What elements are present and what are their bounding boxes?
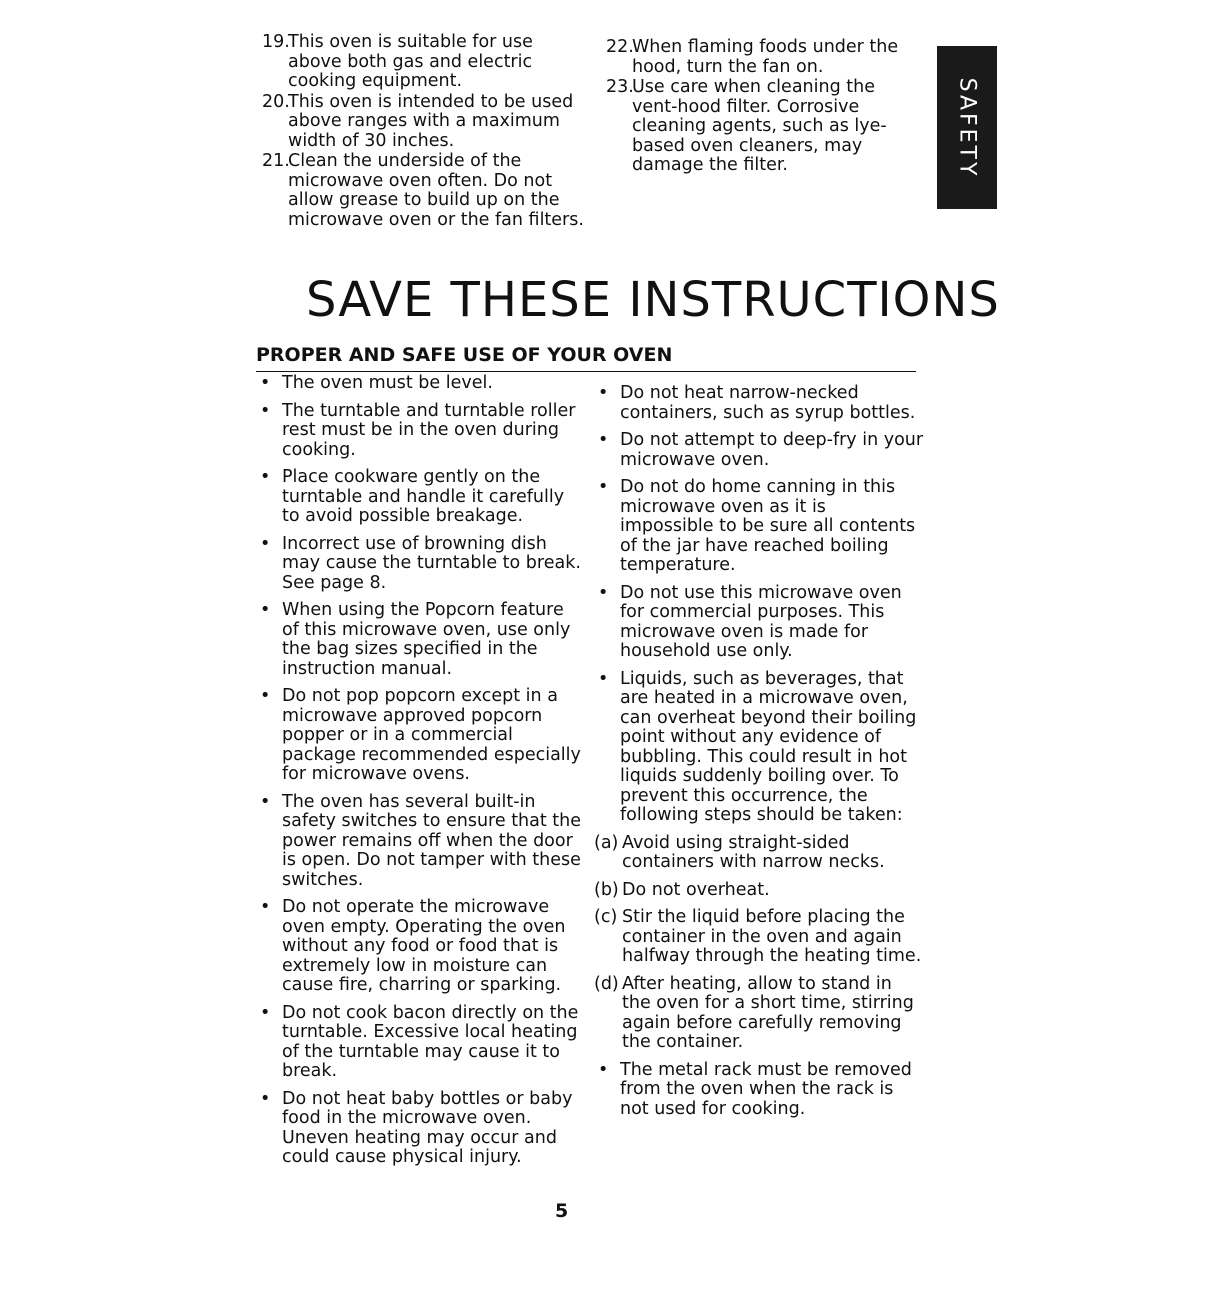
bullet-glyph: • xyxy=(598,582,609,603)
list-item-text: The oven must be level. xyxy=(282,373,493,393)
bullet-glyph: • xyxy=(260,1088,271,1109)
bullet-glyph: • xyxy=(598,383,609,403)
list-item-text: Do not do home canning in this microwave oven as it is impossible to be sure all contents of the jar have reached boiling temperature. xyxy=(620,477,916,575)
sub-list-item xyxy=(594,908,924,967)
list-item xyxy=(594,584,924,662)
item-text: This oven is suitable for use above both gas and electric cooking equipment. xyxy=(288,32,533,91)
list-item xyxy=(256,793,586,891)
list-item xyxy=(256,535,586,594)
right-bullet-column xyxy=(594,384,924,1127)
bullet-glyph: • xyxy=(598,430,609,450)
list-item xyxy=(594,670,924,826)
sub-item-text: After heating, allow to stand in the oven for a short time, stirring again before carefully removing the container. xyxy=(622,973,914,1052)
item-text: Clean the underside of the microwave oven often. Do not allow grease to build up on the microwave oven or the fan filters. xyxy=(288,151,584,230)
list-item-text: Do not heat narrow-necked containers, such as syrup bottles. xyxy=(620,383,916,423)
item-number: 21. xyxy=(262,151,290,171)
safety-tab-label: SAFETY xyxy=(954,77,980,178)
list-item xyxy=(256,601,586,679)
bullet-glyph: • xyxy=(260,1002,271,1023)
bullet-glyph: • xyxy=(598,1059,609,1080)
list-item-text: Liquids, such as beverages, that are heated in a microwave oven, can overheat beyond their boiling point without any evidence of bubbling. This could result in hot liquids suddenly boiling over. To prevent this occurrence, the following steps should be taken: xyxy=(620,668,917,825)
list-item-text: Do not attempt to deep-fry in your microwave oven. xyxy=(620,430,924,470)
bullet-glyph: • xyxy=(598,668,609,689)
bullet-glyph: • xyxy=(260,467,271,487)
list-item xyxy=(256,402,586,461)
list-item-text: The oven has several built-in safety switches to ensure that the power remains off when the door is open. Do not tamper with these switches. xyxy=(282,791,582,890)
numbered-item xyxy=(262,152,592,230)
numbered-item xyxy=(262,93,592,152)
list-item xyxy=(256,1004,586,1082)
bullet-glyph: • xyxy=(598,477,609,497)
sub-item-text: Stir the liquid before placing the container in the oven and again halfway through the heating time. xyxy=(622,907,922,966)
list-item xyxy=(256,468,586,527)
list-item xyxy=(256,898,586,996)
top-right-column xyxy=(606,38,924,177)
item-number: 23. xyxy=(606,77,634,97)
numbered-item xyxy=(606,38,924,77)
section-heading: PROPER AND SAFE USE OF YOUR OVEN xyxy=(256,344,673,366)
top-left-column xyxy=(262,33,592,231)
item-text: Use care when cleaning the vent-hood filter. Corrosive cleaning agents, such as lye-based oven cleaners, may damage the filter. xyxy=(632,77,887,175)
safety-section-tab xyxy=(937,46,997,209)
sub-list-item xyxy=(594,975,924,1053)
bullet-glyph: • xyxy=(260,897,271,917)
list-item-text: Do not operate the microwave oven empty. Operating the oven without any food or food that is extremely low in moisture can cause fire, charring or sparking. xyxy=(282,897,566,995)
item-text: When flaming foods under the hood, turn the fan on. xyxy=(632,37,899,77)
list-item-text: Incorrect use of browning dish may cause the turntable to break. See page 8. xyxy=(282,533,581,593)
list-item-text: Do not heat baby bottles or baby food in the microwave oven. Uneven heating may occur and could cause physical injury. xyxy=(282,1088,573,1167)
section-divider xyxy=(256,371,916,372)
list-item xyxy=(594,1061,924,1120)
list-item-text: Do not cook bacon directly on the turntable. Excessive local heating of the turntable may cause it to break. xyxy=(282,1002,579,1081)
list-item xyxy=(256,374,586,394)
list-item xyxy=(594,431,924,470)
item-number: 22. xyxy=(606,37,634,57)
bullet-glyph: • xyxy=(260,686,271,706)
list-item-text: Do not use this microwave oven for commercial purposes. This microwave oven is made for household use only. xyxy=(620,582,902,661)
item-number: 20. xyxy=(262,91,290,112)
sub-item-label: (a) xyxy=(594,832,619,853)
numbered-item xyxy=(262,33,592,92)
sub-item-text: Avoid using straight-sided containers with narrow necks. xyxy=(622,832,885,872)
list-item xyxy=(594,384,924,423)
bullet-glyph: • xyxy=(260,600,271,620)
sub-item-label: (d) xyxy=(594,973,619,994)
bullet-glyph: • xyxy=(260,791,271,812)
sub-list-item xyxy=(594,834,924,873)
item-text: This oven is intended to be used above ranges with a maximum width of 30 inches. xyxy=(288,91,574,151)
numbered-item xyxy=(606,78,924,176)
sub-item-text: Do not overheat. xyxy=(622,879,770,900)
bullet-glyph: • xyxy=(260,533,271,554)
sub-item-label: (c) xyxy=(594,907,618,927)
list-item xyxy=(256,687,586,785)
item-number: 19. xyxy=(262,32,290,52)
sub-list-item xyxy=(594,881,924,901)
list-item-text: The metal rack must be removed from the oven when the rack is not used for cooking. xyxy=(620,1059,912,1119)
list-item-text: Place cookware gently on the turntable and handle it carefully to avoid possible breakage. xyxy=(282,467,565,526)
left-bullet-column xyxy=(256,374,586,1176)
sub-item-label: (b) xyxy=(594,879,619,900)
bullet-glyph: • xyxy=(260,400,271,421)
page-number: 5 xyxy=(555,1200,569,1222)
list-item-text: The turntable and turntable roller rest must be in the oven during cooking. xyxy=(282,400,576,460)
list-item xyxy=(594,478,924,576)
bullet-glyph: • xyxy=(260,373,271,393)
list-item-text: When using the Popcorn feature of this microwave oven, use only the bag sizes specified in the instruction manual. xyxy=(282,600,571,679)
page-title: SAVE THESE INSTRUCTIONS xyxy=(306,272,1000,328)
list-item xyxy=(256,1090,586,1168)
list-item-text: Do not pop popcorn except in a microwave approved popcorn popper or in a commercial package recommended especially for microwave ovens. xyxy=(282,686,581,784)
